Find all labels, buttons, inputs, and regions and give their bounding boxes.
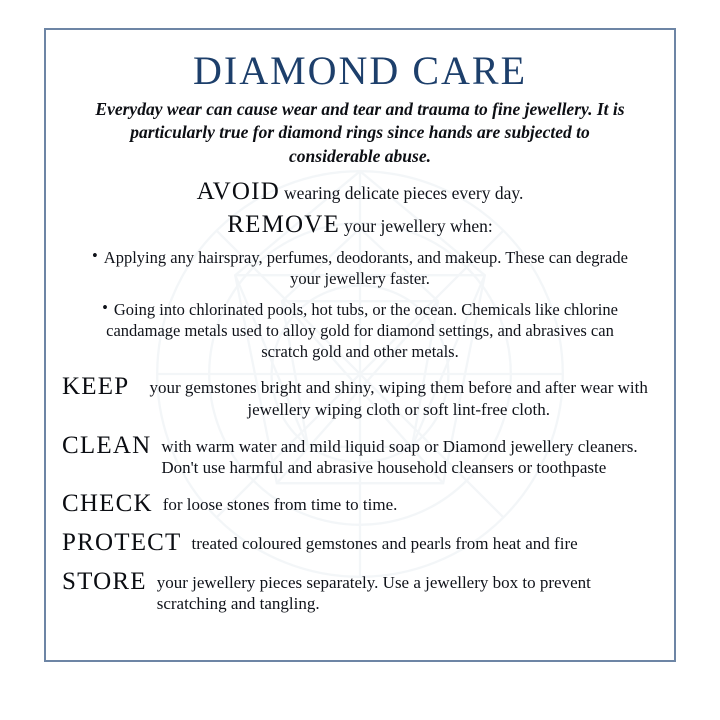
bullet-marker-icon: • (92, 245, 98, 265)
section-clean (62, 431, 658, 479)
check-lead: CHECK (62, 489, 153, 517)
clean-lead: CLEAN (62, 431, 152, 459)
remove-row (62, 211, 658, 239)
list-item (82, 297, 638, 362)
list-item (82, 245, 638, 289)
avoid-lead: AVOID (196, 177, 280, 205)
bullet-marker-icon: • (102, 298, 108, 318)
intro-paragraph: Everyday wear can cause wear and tear and trauma to fine jewellery. It is particularly true for diamond rings since hands are subjected to considerable abuse. (95, 99, 625, 166)
section-check (62, 489, 658, 518)
protect-body: treated coloured gemstones and pearls from heat and fire (191, 533, 578, 553)
page-title: DIAMOND CARE (193, 48, 527, 93)
store-body: your jewellery pieces separately. Use a jewellery box to prevent scratching and tangling. (156, 572, 591, 614)
section-store (62, 567, 658, 615)
store-lead: STORE (62, 567, 147, 595)
avoid-row (62, 178, 658, 206)
protect-lead: PROTECT (62, 528, 182, 556)
remove-bullet-list (82, 245, 638, 363)
keep-body: your gemstones bright and shiny, wiping them before and after wear with jewellery wiping cloth or soft lint-free cloth. (149, 378, 648, 419)
list-item-text: Going into chlorinated pools, hot tubs, or the ocean. Chemicals like chlorine candamage metals used to alloy gold for diamond settings, and abrasives can scratch gold and other metals. (106, 300, 618, 362)
section-protect (62, 528, 658, 557)
clean-body: with warm water and mild liquid soap or Diamond jewellery cleaners. Don't use harmful and abrasive household cleansers or toothpaste (161, 436, 638, 478)
document-content (44, 28, 676, 662)
section-keep (62, 372, 658, 420)
list-item-text: Applying any hairspray, perfumes, deodorants, and makeup. These can degrade your jewellery faster. (103, 247, 628, 288)
check-body: for loose stones from time to time. (162, 494, 398, 514)
keep-lead: KEEP (62, 373, 130, 401)
remove-lead: REMOVE (227, 211, 341, 239)
avoid-body: wearing delicate pieces every day. (283, 182, 524, 203)
remove-body: your jewellery when: (344, 216, 493, 237)
